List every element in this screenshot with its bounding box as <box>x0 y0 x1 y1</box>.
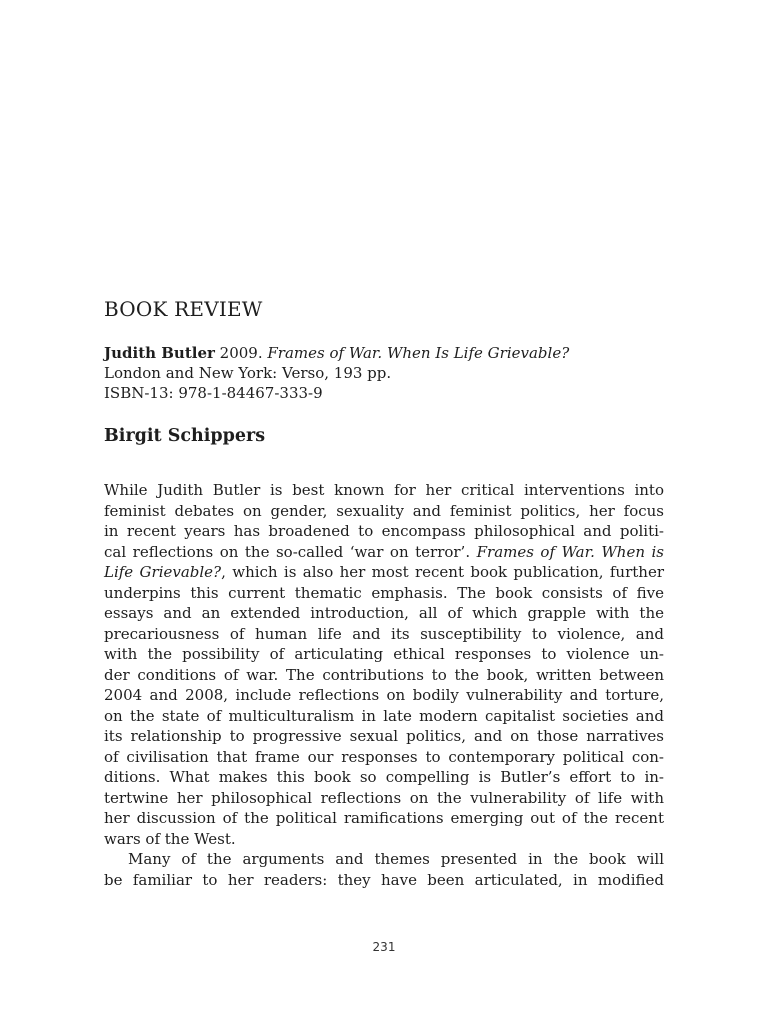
body-line: precariousness of human life and its susceptibility to violence, and <box>104 624 664 643</box>
body-line: with the possibility of articulating ethical responses to violence un- <box>104 645 664 663</box>
body-line <box>104 562 664 583</box>
section-heading: BOOK REVIEW <box>104 297 263 321</box>
body-line: in recent years has broadened to encompass philosophical and politi- <box>104 522 664 540</box>
body-line-part: cal reflections on the so-called ‘war on terror’. <box>104 542 477 561</box>
body-line: wars of the West. <box>104 829 236 848</box>
review-body <box>104 480 664 890</box>
reviewer-name: Birgit Schippers <box>104 426 266 446</box>
citation-line-1 <box>104 343 684 363</box>
body-line: its relationship to progressive sexual politics, and on those narratives <box>104 727 664 745</box>
body-line: ditions. What makes this book so compelling is Butler’s effort to in- <box>104 768 664 786</box>
body-line: be familiar to her readers: they have been articulated, in modified <box>104 870 664 889</box>
body-line: While Judith Butler is best known for her critical interventions into <box>104 481 664 499</box>
body-line: of civilisation that frame our responses to contemporary political con- <box>104 747 664 766</box>
body-line <box>104 542 664 563</box>
citation-author: Judith Butler <box>104 344 215 362</box>
body-line: underpins this current thematic emphasis. The book consists of five <box>104 583 664 602</box>
book-citation <box>104 343 684 403</box>
citation-isbn: ISBN-13: 978-1-84467-333-9 <box>104 384 323 402</box>
body-line-italic: Frames of War. When is <box>476 542 664 561</box>
body-line: der conditions of war. The contributions to the book, written between <box>104 665 664 684</box>
body-line: on the state of multiculturalism in late modern capitalist societies and <box>104 706 664 725</box>
body-line: tertwine her philosophical reflections on the vulnerability of life with <box>104 788 664 807</box>
citation-year: 2009. <box>214 344 268 362</box>
body-line: Many of the arguments and themes presented in the book will <box>128 850 664 868</box>
body-line-part: , which is also her most recent book publication, further <box>221 563 664 581</box>
citation-publisher: London and New York: Verso, 193 pp. <box>104 364 392 382</box>
body-line: 2004 and 2008, include reflections on bodily vulnerability and torture, <box>104 686 664 704</box>
body-line: feminist debates on gender, sexuality and feminist politics, her focus <box>104 501 664 520</box>
body-line: essays and an extended introduction, all of which grapple with the <box>104 604 664 622</box>
page-number: 231 <box>372 940 396 954</box>
citation-title: Frames of War. When Is Life Grievable? <box>267 344 570 362</box>
body-line-italic: Life Grievable? <box>104 563 222 581</box>
body-line: her discussion of the political ramifications emerging out of the recent <box>104 809 664 827</box>
